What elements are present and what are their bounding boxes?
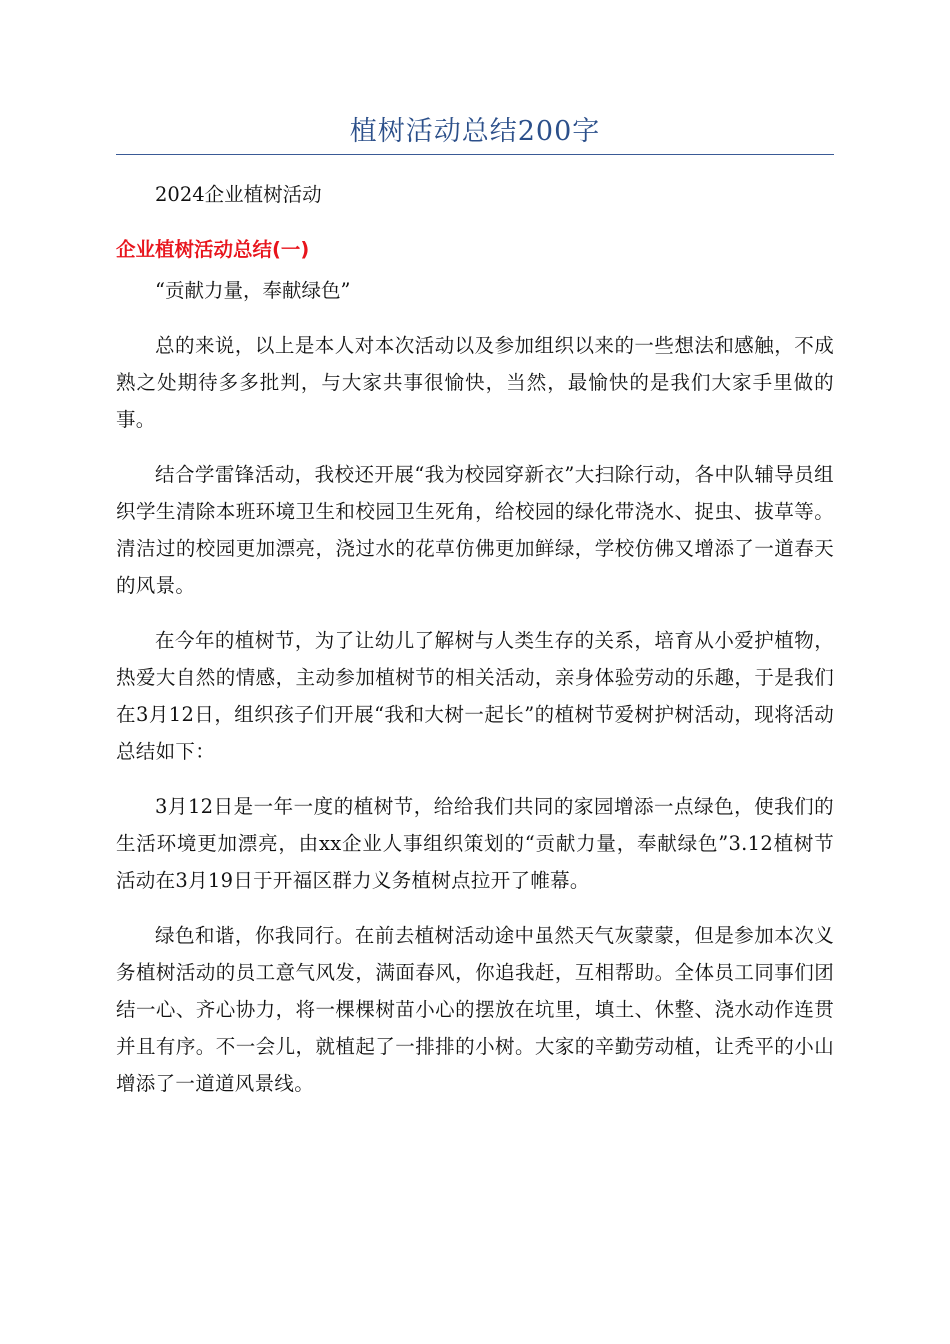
document-body bbox=[116, 176, 834, 1120]
section-heading: 企业植树活动总结(一) bbox=[116, 238, 310, 261]
title-underline bbox=[116, 154, 834, 155]
paragraph-5: 绿色和谐，你我同行。在前去植树活动途中虽然天气灰蒙蒙，但是参加本次义务植树活动的员工意气风发，满面春风，你追我赶，互相帮助。全体员工同事们团结一心、齐心协力，将一棵棵树苗小心的摆放在坑里，填土、休整、浇水动作连贯并且有序。不一会儿，就植起了一排排的小树。大家的辛勤劳动植，让秃平的小山增添了一道道风景线。 bbox=[116, 924, 834, 1095]
paragraph-2: 结合学雷锋活动，我校还开展“我为校园穿新衣”大扫除行动，各中队辅导员组织学生清除本班环境卫生和校园卫生死角，给校园的绿化带浇水、捉虫、拔草等。清洁过的校园更加漂亮，浇过水的花草仿佛更加鲜绿，学校仿佛又增添了一道春天的风景。 bbox=[116, 463, 834, 597]
document-subtitle: 2024企业植树活动 bbox=[155, 183, 322, 206]
paragraph-4: 3月12日是一年一度的植树节，给给我们共同的家园增添一点绿色，使我们的生活环境更加漂亮，由xx企业人事组织策划的“贡献力量，奉献绿色”3.12植树节活动在3月19日于开福区群力义务植树点拉开了帷幕。 bbox=[116, 795, 834, 892]
paragraph-1: 总的来说，以上是本人对本次活动以及参加组织以来的一些想法和感触，不成熟之处期待多多批判，与大家共事很愉快，当然，最愉快的是我们大家手里做的事。 bbox=[116, 334, 834, 431]
document-title: 植树活动总结200字 bbox=[349, 116, 601, 147]
slogan-text: “贡献力量，奉献绿色” bbox=[155, 279, 351, 302]
paragraph-3: 在今年的植树节，为了让幼儿了解树与人类生存的关系，培育从小爱护植物，热爱大自然的情感，主动参加植树节的相关活动，亲身体验劳动的乐趣，于是我们在3月12日，组织孩子们开展“我和大树一起长”的植树节爱树护树活动，现将活动总结如下： bbox=[116, 629, 834, 763]
